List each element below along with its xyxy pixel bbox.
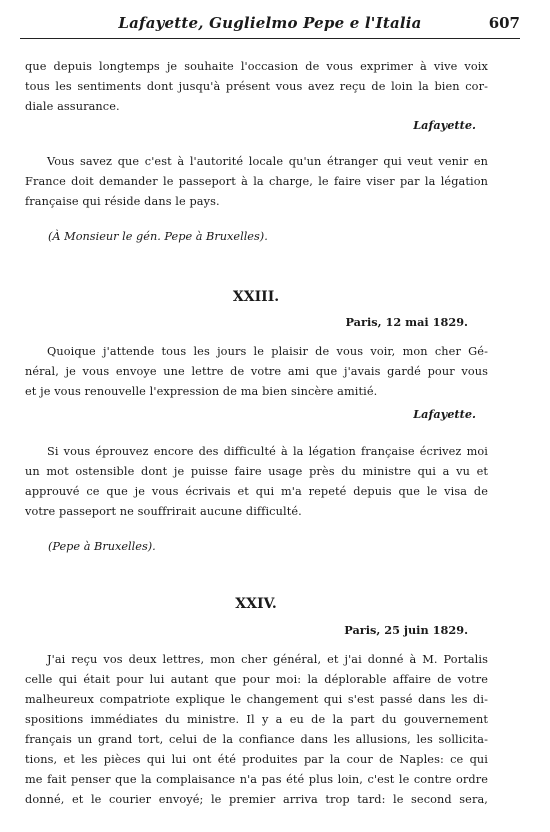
letter-date: Paris, 25 juin 1829. (344, 623, 468, 637)
text-line: spositions immédiates du ministre. Il y a eu de la part du gouvernement (25, 713, 488, 726)
letter-address: (Pepe à Bruxelles). (48, 540, 156, 553)
text-line: français un grand tort, celui de la confiance dans les allusions, les sollicita- (25, 733, 488, 746)
text-line: celle qui était pour lui autant que pour moi: la déplorable affaire de votre (25, 673, 488, 686)
header-rule (20, 38, 520, 39)
text-line: Quoique j'attende tous les jours le plaisir de vous voir, mon cher Gé- (47, 345, 488, 358)
text-line: donné, et le courier envoyé; le premier arriva trop tard: le second sera, (25, 793, 488, 806)
text-line: tions, et les pièces qui lui ont été produites par la cour de Naples: ce qui (25, 753, 488, 766)
letter-heading-xxiii: XXIII. (232, 289, 280, 305)
text-line: J'ai reçu vos deux lettres, mon cher général, et j'ai donné à M. Portalis (47, 653, 488, 666)
signature-lafayette: Lafayette. (413, 118, 476, 132)
text-line: votre passeport ne souffrirait aucune difficulté. (25, 505, 302, 518)
text-line: tous les sentiments dont jusqu'à présent vous avez reçu de loin la bien cor- (25, 80, 488, 93)
text-line: que depuis longtemps je souhaite l'occasion de vous exprimer à vive voix (25, 60, 488, 73)
letter-heading-xxiv: XXIV. (235, 596, 277, 612)
letter-body (25, 342, 488, 402)
text-line: Si vous éprouvez encore des difficulté à la légation française écrivez moi (47, 445, 488, 458)
paragraph-passport (25, 152, 488, 212)
paragraph-continuation (25, 57, 488, 117)
text-line: un mot ostensible dont je puisse faire usage près du ministre qui a vu et (25, 465, 488, 478)
letter-body (25, 650, 488, 810)
text-line: France doit demander le passeport à la charge, le faire viser par la légation (25, 175, 488, 188)
page-number: 607 (488, 14, 520, 32)
text-line: me fait penser que la complaisance n'a pas été plus loin, c'est le contre ordre (25, 773, 488, 786)
running-header (20, 14, 520, 36)
letter-date: Paris, 12 mai 1829. (345, 315, 468, 329)
text-line: diale assurance. (25, 100, 120, 113)
text-line: et je vous renouvelle l'expression de ma bien sincère amitié. (25, 385, 378, 398)
text-line: française qui réside dans le pays. (25, 195, 220, 208)
header-title: Lafayette, Guglielmo Pepe e l'Italia (118, 14, 422, 32)
postscript (25, 442, 488, 522)
text-line: approuvé ce que je vous écrivais et qui m'a repeté depuis que le visa de (25, 485, 488, 498)
letter-address: (À Monsieur le gén. Pepe à Bruxelles). (48, 230, 268, 243)
signature-lafayette: Lafayette. (413, 407, 476, 421)
text-line: néral, je vous envoye une lettre de votre ami que j'avais gardé pour vous (25, 365, 488, 378)
text-line: malheureux compatriote explique le changement qui s'est passé dans les di- (25, 693, 488, 706)
text-line: Vous savez que c'est à l'autorité locale qu'un étranger qui veut venir en (47, 155, 488, 168)
